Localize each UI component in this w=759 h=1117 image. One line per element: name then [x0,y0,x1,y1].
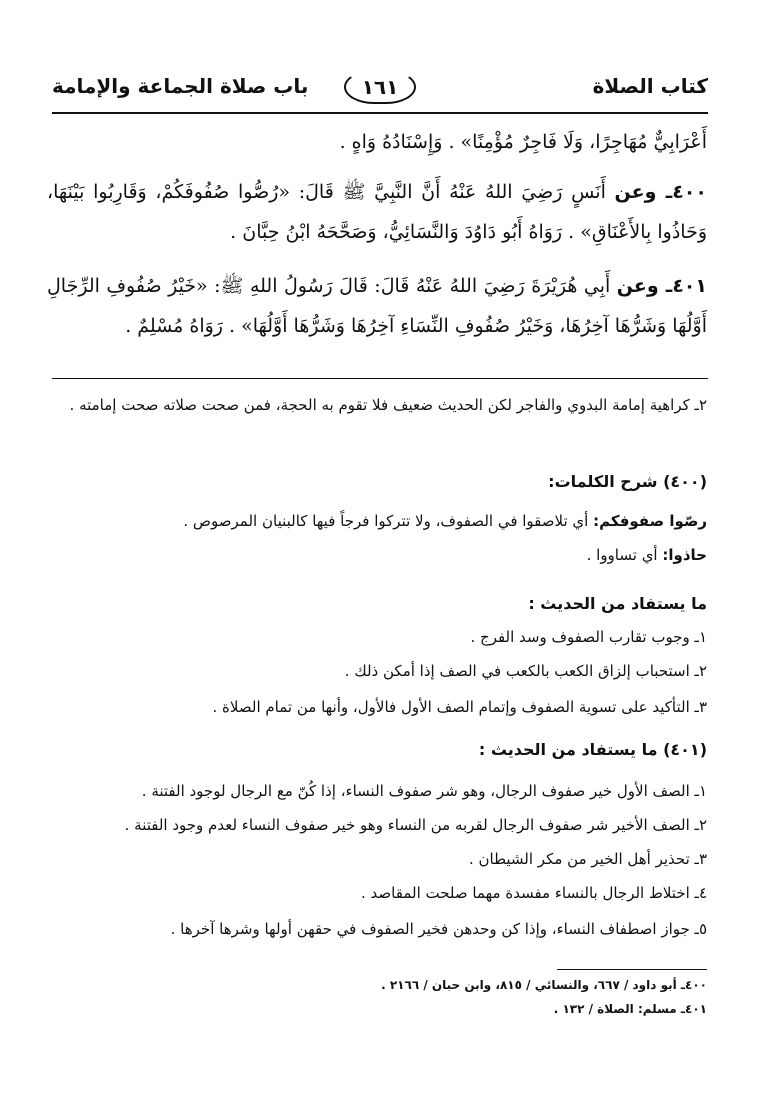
hadith-401-opening: ـ وعن [616,275,673,297]
previous-hadith-tail: أَعْرَابِيٌّ مُهَاجِرًا، وَلَا فَاجِرٌ مُؤْمِنًا» . وَإِسْنَادُهُ وَاهٍ . [339,131,707,153]
hadith-401-number: ٤٠١ [672,275,707,297]
lesson-400-item: ٢ـ استحباب إلزاق الكعب بالكعب في الصف إذا أمكن ذلك . [344,662,707,680]
hadith-400-number: ٤٠٠ [672,181,707,203]
header-divider [52,112,708,114]
lesson-400-item: ٣ـ التأكيد على تسوية الصفوف وإتمام الصف الأول فالأول، وأنها من تمام الصلاة . [212,698,707,716]
words-explanation-title: (٤٠٠) شرح الكلمات: [548,472,707,491]
page-number: ١٦١ [344,70,416,104]
lesson-401-item: ٥ـ جواز اصطفاف النساء، وإذا كن وحدهن فخير الصفوف في حقهن أولها وشرها آخرها . [170,920,707,938]
word-2 [587,546,707,564]
footnote-400: ٤٠٠ـ أبو داود / ٦٦٧، والنسائي / ٨١٥، وابن حبان / ٢١٦٦ . [381,978,707,992]
footnote-divider [557,969,707,970]
word-2-term: حاذوا: [662,546,707,564]
lesson-401-item: ١ـ الصف الأول خير صفوف الرجال، وهو شر صفوف النساء، إذا كُنّ مع الرجال لوجود الفتنة . [141,782,707,800]
commentary-divider [52,378,708,379]
word-2-definition: أي تساووا . [586,546,658,564]
word-1 [183,512,707,530]
lesson-401-item: ٢ـ الصف الأخير شر صفوف الرجال لقربه من النساء وهو خير صفوف النساء لعدم وجود الفتنة . [124,816,707,834]
page-header [52,70,708,104]
hadith-400 [47,172,707,252]
word-1-definition: أي تلاصقوا في الصفوف، ولا تتركوا فرجاً فيها كالبنيان المرصوص . [183,512,589,530]
lesson-400-item: ١ـ وجوب تقارب الصفوف وسد الفرج . [470,628,707,646]
word-1-term: رصّوا صفوفكم: [593,512,707,530]
footnote-401: ٤٠١ـ مسلم: الصلاة / ١٣٢ . [553,1002,707,1016]
hadith-400-text: أَنَسٍ رَضِيَ اللهُ عَنْهُ أَنَّ النَّبِيَّ ﷺ قَالَ: «رُصُّوا صُفُوفَكُمْ، وَقَارِبُوا بَيْنَهَا، وَحَاذُوا بِالأَعْنَاقِ» . رَوَاهُ أَبُو دَاوُدَ وَالنَّسَائِيُّ، وَصَحَّحَهُ ابْنُ حِبَّانَ . [47,181,707,243]
book-title: كتاب الصلاة [592,74,708,98]
hadith-401 [47,266,707,346]
lesson-401-item: ٤ـ اختلاط الرجال بالنساء مفسدة مهما صلحت المقاصد . [361,884,707,902]
hadith-400-opening: ـ وعن [614,181,673,203]
hadith-401-text: أَبِي هُرَيْرَةَ رَضِيَ اللهُ عَنْهُ قَالَ: قَالَ رَسُولُ اللهِ ﷺ: «خَيْرُ صُفُوفِ الرِّجَالِ أَوَّلُهَا وَشَرُّهَا آخِرُهَا، وَخَيْرُ صُفُوفِ النِّسَاءِ آخِرُهَا وَشَرُّهَا أَوَّلُهَا» . رَوَاهُ مُسْلِمٌ . [47,275,707,337]
lessons-401-title: (٤٠١) ما يستفاد من الحديث : [478,740,707,759]
lesson-401-item: ٣ـ تحذير أهل الخير من مكر الشيطان . [468,850,707,868]
note-399-point-2: ٢ـ كراهية إمامة البدوي والفاجر لكن الحديث ضعيف فلا تقوم به الحجة، فمن صحت صلاته صحت إمامته . [69,396,707,414]
chapter-title: باب صلاة الجماعة والإمامة [52,74,309,98]
lessons-400-title: ما يستفاد من الحديث : [528,594,707,613]
